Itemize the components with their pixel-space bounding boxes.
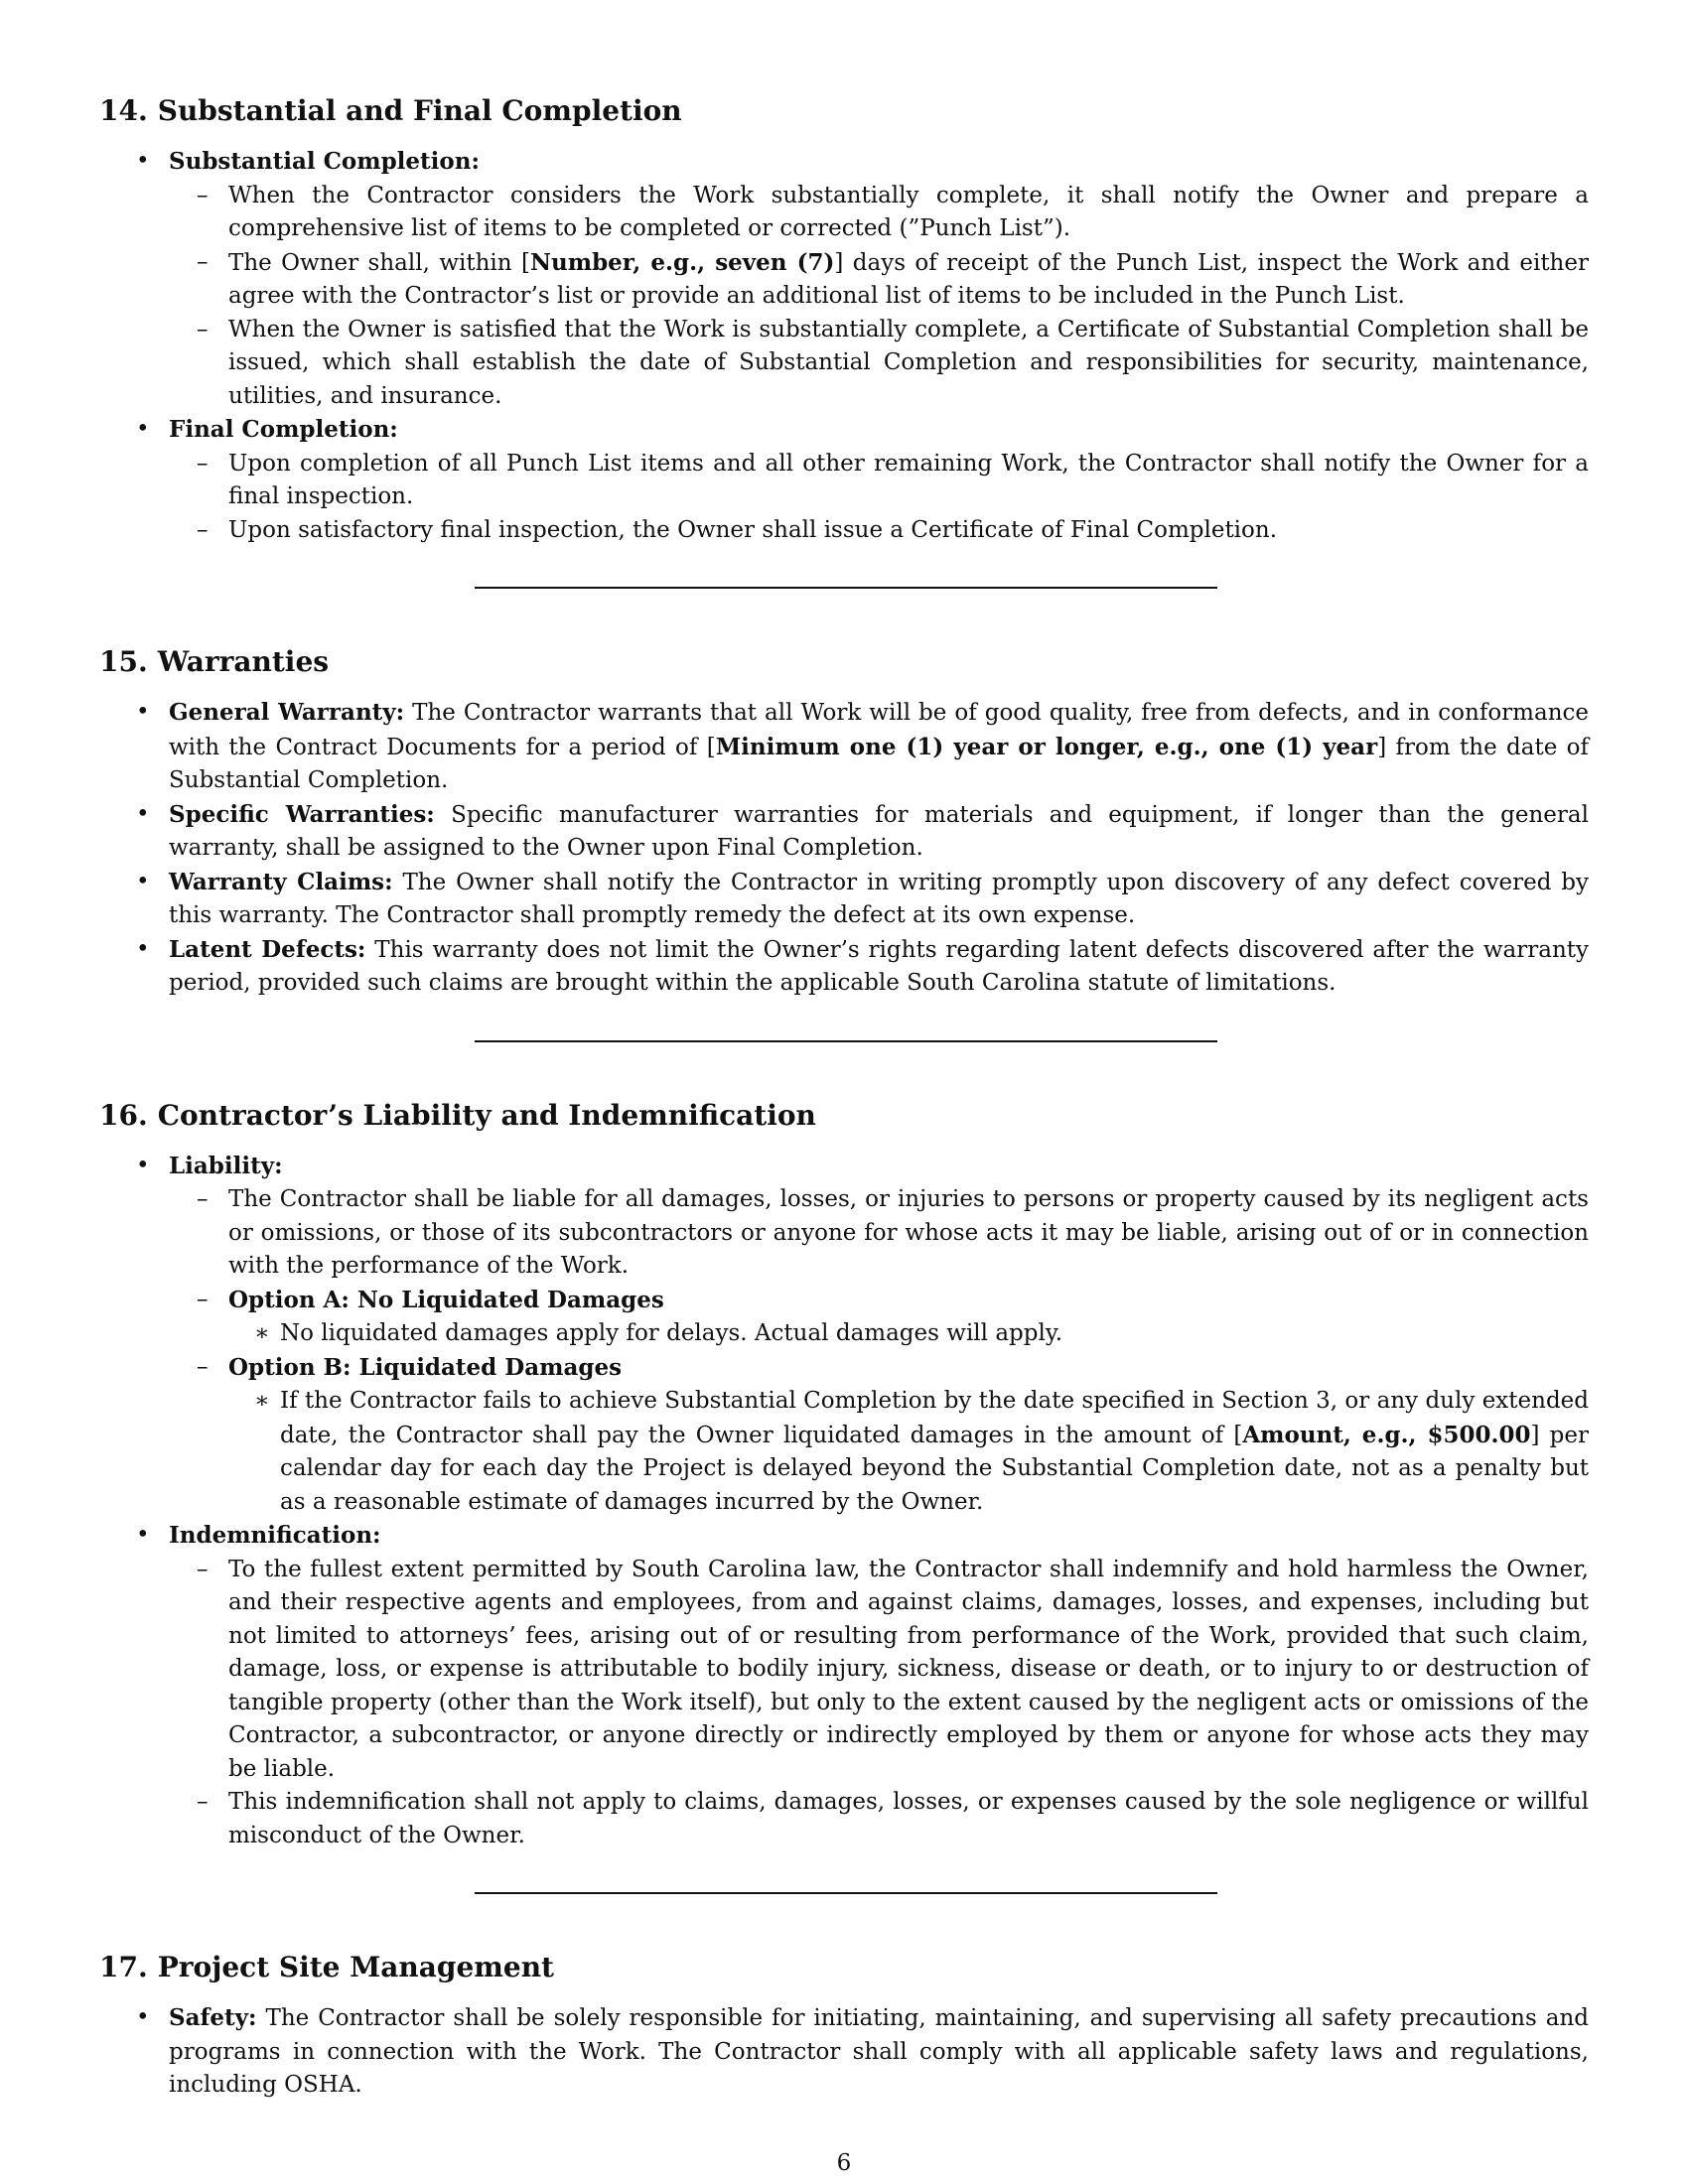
list-item: – This indemnification shall not apply to claims, damages, losses, or expenses caused by the sole negligence or willful misconduct of the Owner. [169,1786,1589,1852]
list-item: – When the Contractor considers the Work substantially complete, it shall notify the Owner and prepare a comprehensive list of items to be completed or corrected (”Punch List”). [169,180,1589,246]
section-divider [475,587,1217,589]
list-item-warranty-claims: • Warranty Claims: The Owner shall notify the Contractor in writing promptly upon discovery of any defect covered by this warranty. The Contractor shall promptly remedy the defect at its own expense. [99,866,1589,933]
list-item: ∗ If the Contractor fails to achieve Substantial Completion by the date specified in Section 3, or any duly extended date, the Contractor shall pay the Owner liquidated damages in the amount of [Amount, e.g., $500.00] per calendar day for each day the Project is delayed beyond the Substantial Completion date, not as a penalty but as a reasonable estimate of damages incurred by the Owner. [228,1385,1589,1519]
page-number: 6 [836,2150,852,2176]
section-17-title: 17. Project Site Management [99,1951,554,1983]
list-item: ∗ No liquidated damages apply for delays. Actual damages will apply. [228,1317,1589,1351]
section-divider [475,1040,1217,1042]
item-label: Liability: [169,1152,283,1179]
list-item-specific-warranties: • Specific Warranties: Specific manufacturer warranties for materials and equipment, if longer than the general warranty, shall be assigned to the Owner upon Final Completion. [99,798,1589,866]
section-15-list [99,696,1589,1001]
section-14-title: 14. Substantial and Final Completion [99,94,682,127]
list-item: – The Contractor shall be liable for all damages, losses, or injuries to persons or property caused by its negligent acts or omissions, or those of its subcontractors or anyone for whose acts it may be liable, arising out of or in connection with the performance of the Work. [169,1183,1589,1284]
section-14 [99,91,1589,547]
list-item-final-completion [99,413,1589,547]
list-item-option-a: – Option A: No Liquidated Damages ∗ No liquidated damages apply for delays. Actual damages will apply. [169,1284,1589,1351]
list-item-substantial-completion [99,145,1589,413]
section-16-list [99,1150,1589,1853]
list-item-latent-defects: • Latent Defects: This warranty does not limit the Owner’s rights regarding latent defects discovered after the warranty period, provided such claims are brought within the applicable South Carolina statute of limitations. [99,933,1589,1001]
list-item: – When the Owner is satisfied that the Work is substantially complete, a Certificate of Substantial Completion shall be issued, which shall establish the date of Substantial Completion and responsibilities for security, maintenance, utilities, and insurance. [169,314,1589,414]
section-15 [99,642,1589,1001]
section-16 [99,1096,1589,1853]
section-17-list [99,2001,1589,2103]
item-label: Substantial Completion: [169,148,480,175]
section-16-title: 16. Contractor’s Liability and Indemnification [99,1098,816,1132]
list-item-general-warranty: • General Warranty: The Contractor warrants that all Work will be of good quality, free from defects, and in conformance with the Contract Documents for a period of [Minimum one (1) year or longer, e.g., one (1) year] from the date of Substantial Completion. [99,696,1589,798]
list-item: – Upon completion of all Punch List items and all other remaining Work, the Contractor shall notify the Owner for a final inspection. [169,448,1589,514]
document-page [99,91,1589,2103]
list-item-indemnification [99,1519,1589,1852]
section-14-list [99,145,1589,547]
section-17 [99,1948,1589,2103]
section-divider [475,1892,1217,1894]
list-item: – Upon satisfactory final inspection, the Owner shall issue a Certificate of Final Completion. [169,514,1589,548]
list-item: – To the fullest extent permitted by South Carolina law, the Contractor shall indemnify and hold harmless the Owner, and their respective agents and employees, from and against claims, damages, losses, and expenses, including but not limited to attorneys’ fees, arising out of or resulting from performance of the Work, provided that such claim, damage, loss, or expense is attributable to bodily injury, sickness, disease or death, or to injury to or destruction of tangible property (other than the Work itself), but only to the extent caused by the negligent acts or omissions of the Contractor, a subcontractor, or anyone directly or indirectly employed by them or anyone for whose acts they may be liable. [169,1554,1589,1787]
item-label: Indemnification: [169,1522,381,1549]
list-item: – The Owner shall, within [Number, e.g., seven (7)] days of receipt of the Punch List, inspect the Work and either agree with the Contractor’s list or provide an additional list of items to be included in the Punch List. [169,246,1589,314]
section-15-title: 15. Warranties [99,645,330,678]
list-item-option-b: – Option B: Liquidated Damages ∗ If the Contractor fails to achieve Substantial Completion by the date specified in Section 3, or any duly extended date, the Contractor shall pay the Owner liquidated damages in the amount of [Amount, e.g., $500.00] per calendar day for each day the Project is delayed beyond the Substantial Completion date, not as a penalty but as a reasonable estimate of damages incurred by the Owner. [169,1351,1589,1520]
list-item-liability [99,1150,1589,1520]
list-item-safety: • Safety: The Contractor shall be solely responsible for initiating, maintaining, and supervising all safety precautions and programs in connection with the Work. The Contractor shall comply with all applicable safety laws and regulations, including OSHA. [99,2001,1589,2103]
item-label: Final Completion: [169,416,398,443]
